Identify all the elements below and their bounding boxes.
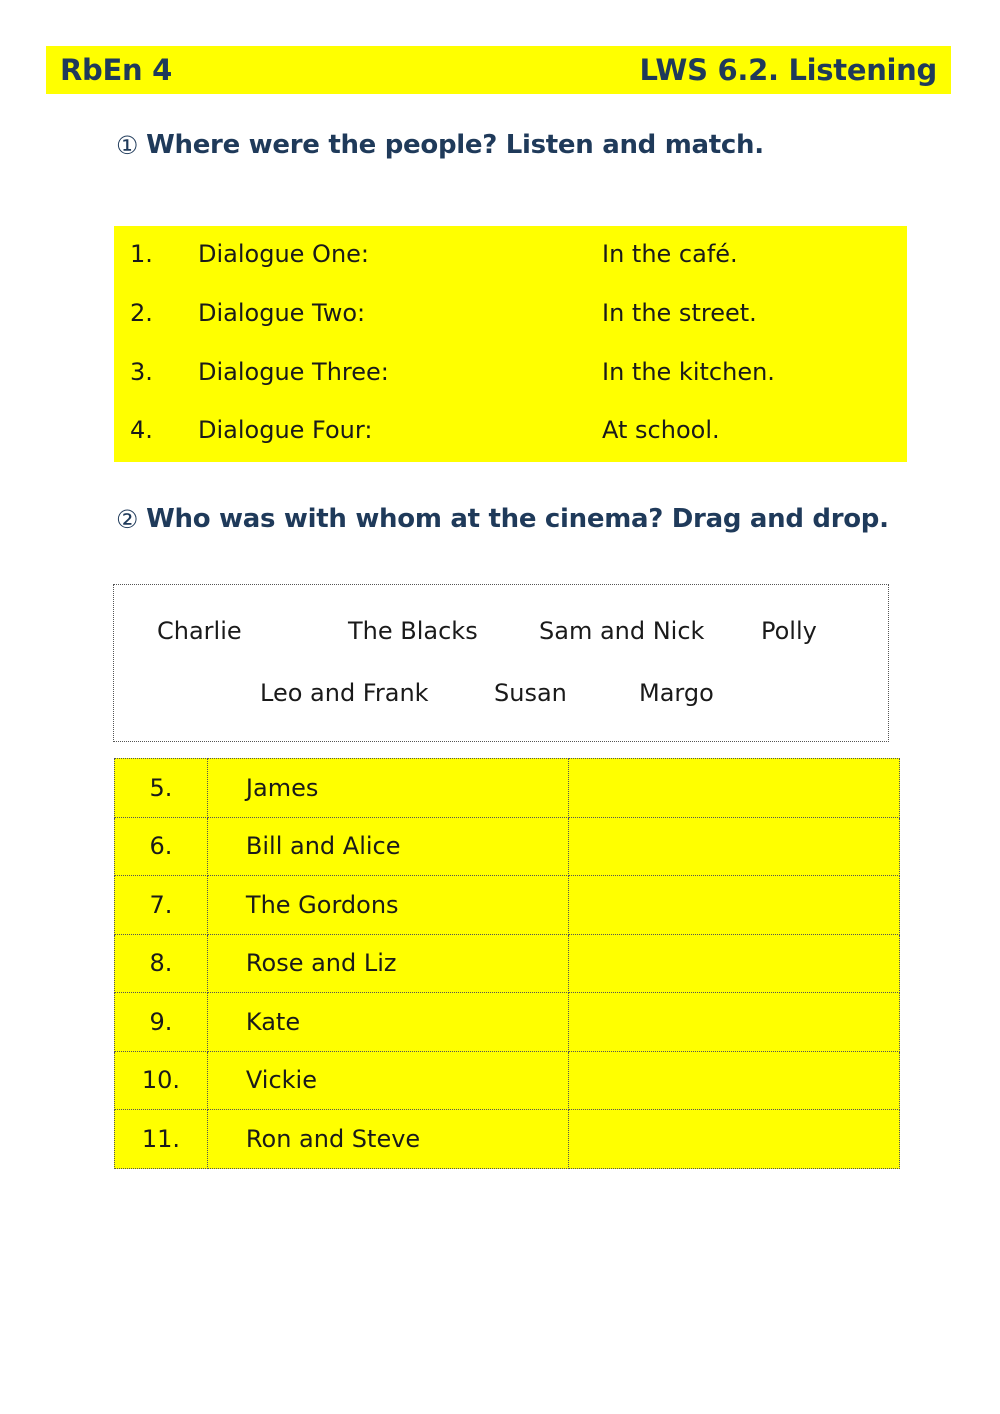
match-row	[114, 358, 907, 398]
match-row	[114, 240, 907, 280]
section-1-heading	[116, 130, 764, 160]
match-row-number: 3.	[130, 358, 153, 386]
person-name: Rose and Liz	[207, 934, 568, 993]
row-number: 8.	[115, 934, 208, 993]
match-exercise	[114, 226, 907, 462]
place-option[interactable]: In the street.	[602, 299, 757, 327]
draggable-word[interactable]: Sam and Nick	[539, 617, 705, 645]
match-row	[114, 416, 907, 456]
person-name: James	[207, 759, 568, 818]
person-name: Ron and Steve	[207, 1110, 568, 1169]
table-row	[115, 1110, 900, 1169]
place-option[interactable]: In the kitchen.	[602, 358, 775, 386]
drop-target[interactable]	[568, 993, 899, 1052]
place-option[interactable]: In the café.	[602, 240, 738, 268]
drop-target[interactable]	[568, 1110, 899, 1169]
draggable-word[interactable]: Susan	[494, 679, 567, 707]
row-number: 11.	[115, 1110, 208, 1169]
header-bar	[46, 46, 951, 94]
place-option[interactable]: At school.	[602, 416, 720, 444]
row-number: 5.	[115, 759, 208, 818]
person-name: Kate	[207, 993, 568, 1052]
drop-target[interactable]	[568, 934, 899, 993]
draggable-word[interactable]: Charlie	[157, 617, 242, 645]
section-1-number: ①	[116, 130, 139, 160]
person-name: The Gordons	[207, 876, 568, 935]
match-row	[114, 299, 907, 339]
drop-target[interactable]	[568, 817, 899, 876]
drop-table	[114, 758, 900, 1169]
drop-target[interactable]	[568, 1051, 899, 1110]
section-2-number: ②	[116, 504, 139, 534]
row-number: 9.	[115, 993, 208, 1052]
table-row	[115, 934, 900, 993]
table-row	[115, 1051, 900, 1110]
draggable-word[interactable]: Margo	[639, 679, 714, 707]
match-row-number: 4.	[130, 416, 153, 444]
row-number: 10.	[115, 1051, 208, 1110]
drop-target[interactable]	[568, 876, 899, 935]
header-worksheet-title: LWS 6.2. Listening	[639, 53, 937, 87]
table-row	[115, 759, 900, 818]
dialogue-label[interactable]: Dialogue Four:	[198, 416, 373, 444]
header-course-title: RbEn 4	[60, 53, 173, 87]
match-row-number: 1.	[130, 240, 153, 268]
table-row	[115, 993, 900, 1052]
draggable-word[interactable]: Polly	[761, 617, 817, 645]
section-2-title: Who was with whom at the cinema? Drag and drop.	[146, 504, 889, 534]
person-name: Bill and Alice	[207, 817, 568, 876]
draggable-word[interactable]: Leo and Frank	[260, 679, 429, 707]
row-number: 6.	[115, 817, 208, 876]
match-row-number: 2.	[130, 299, 153, 327]
row-number: 7.	[115, 876, 208, 935]
person-name: Vickie	[207, 1051, 568, 1110]
dialogue-label[interactable]: Dialogue One:	[198, 240, 369, 268]
word-bank	[113, 584, 889, 742]
dialogue-label[interactable]: Dialogue Three:	[198, 358, 389, 386]
table-row	[115, 876, 900, 935]
drop-target[interactable]	[568, 759, 899, 818]
draggable-word[interactable]: The Blacks	[348, 617, 478, 645]
section-1-title: Where were the people? Listen and match.	[146, 130, 764, 160]
table-row	[115, 817, 900, 876]
section-2-heading	[116, 504, 889, 534]
dialogue-label[interactable]: Dialogue Two:	[198, 299, 366, 327]
